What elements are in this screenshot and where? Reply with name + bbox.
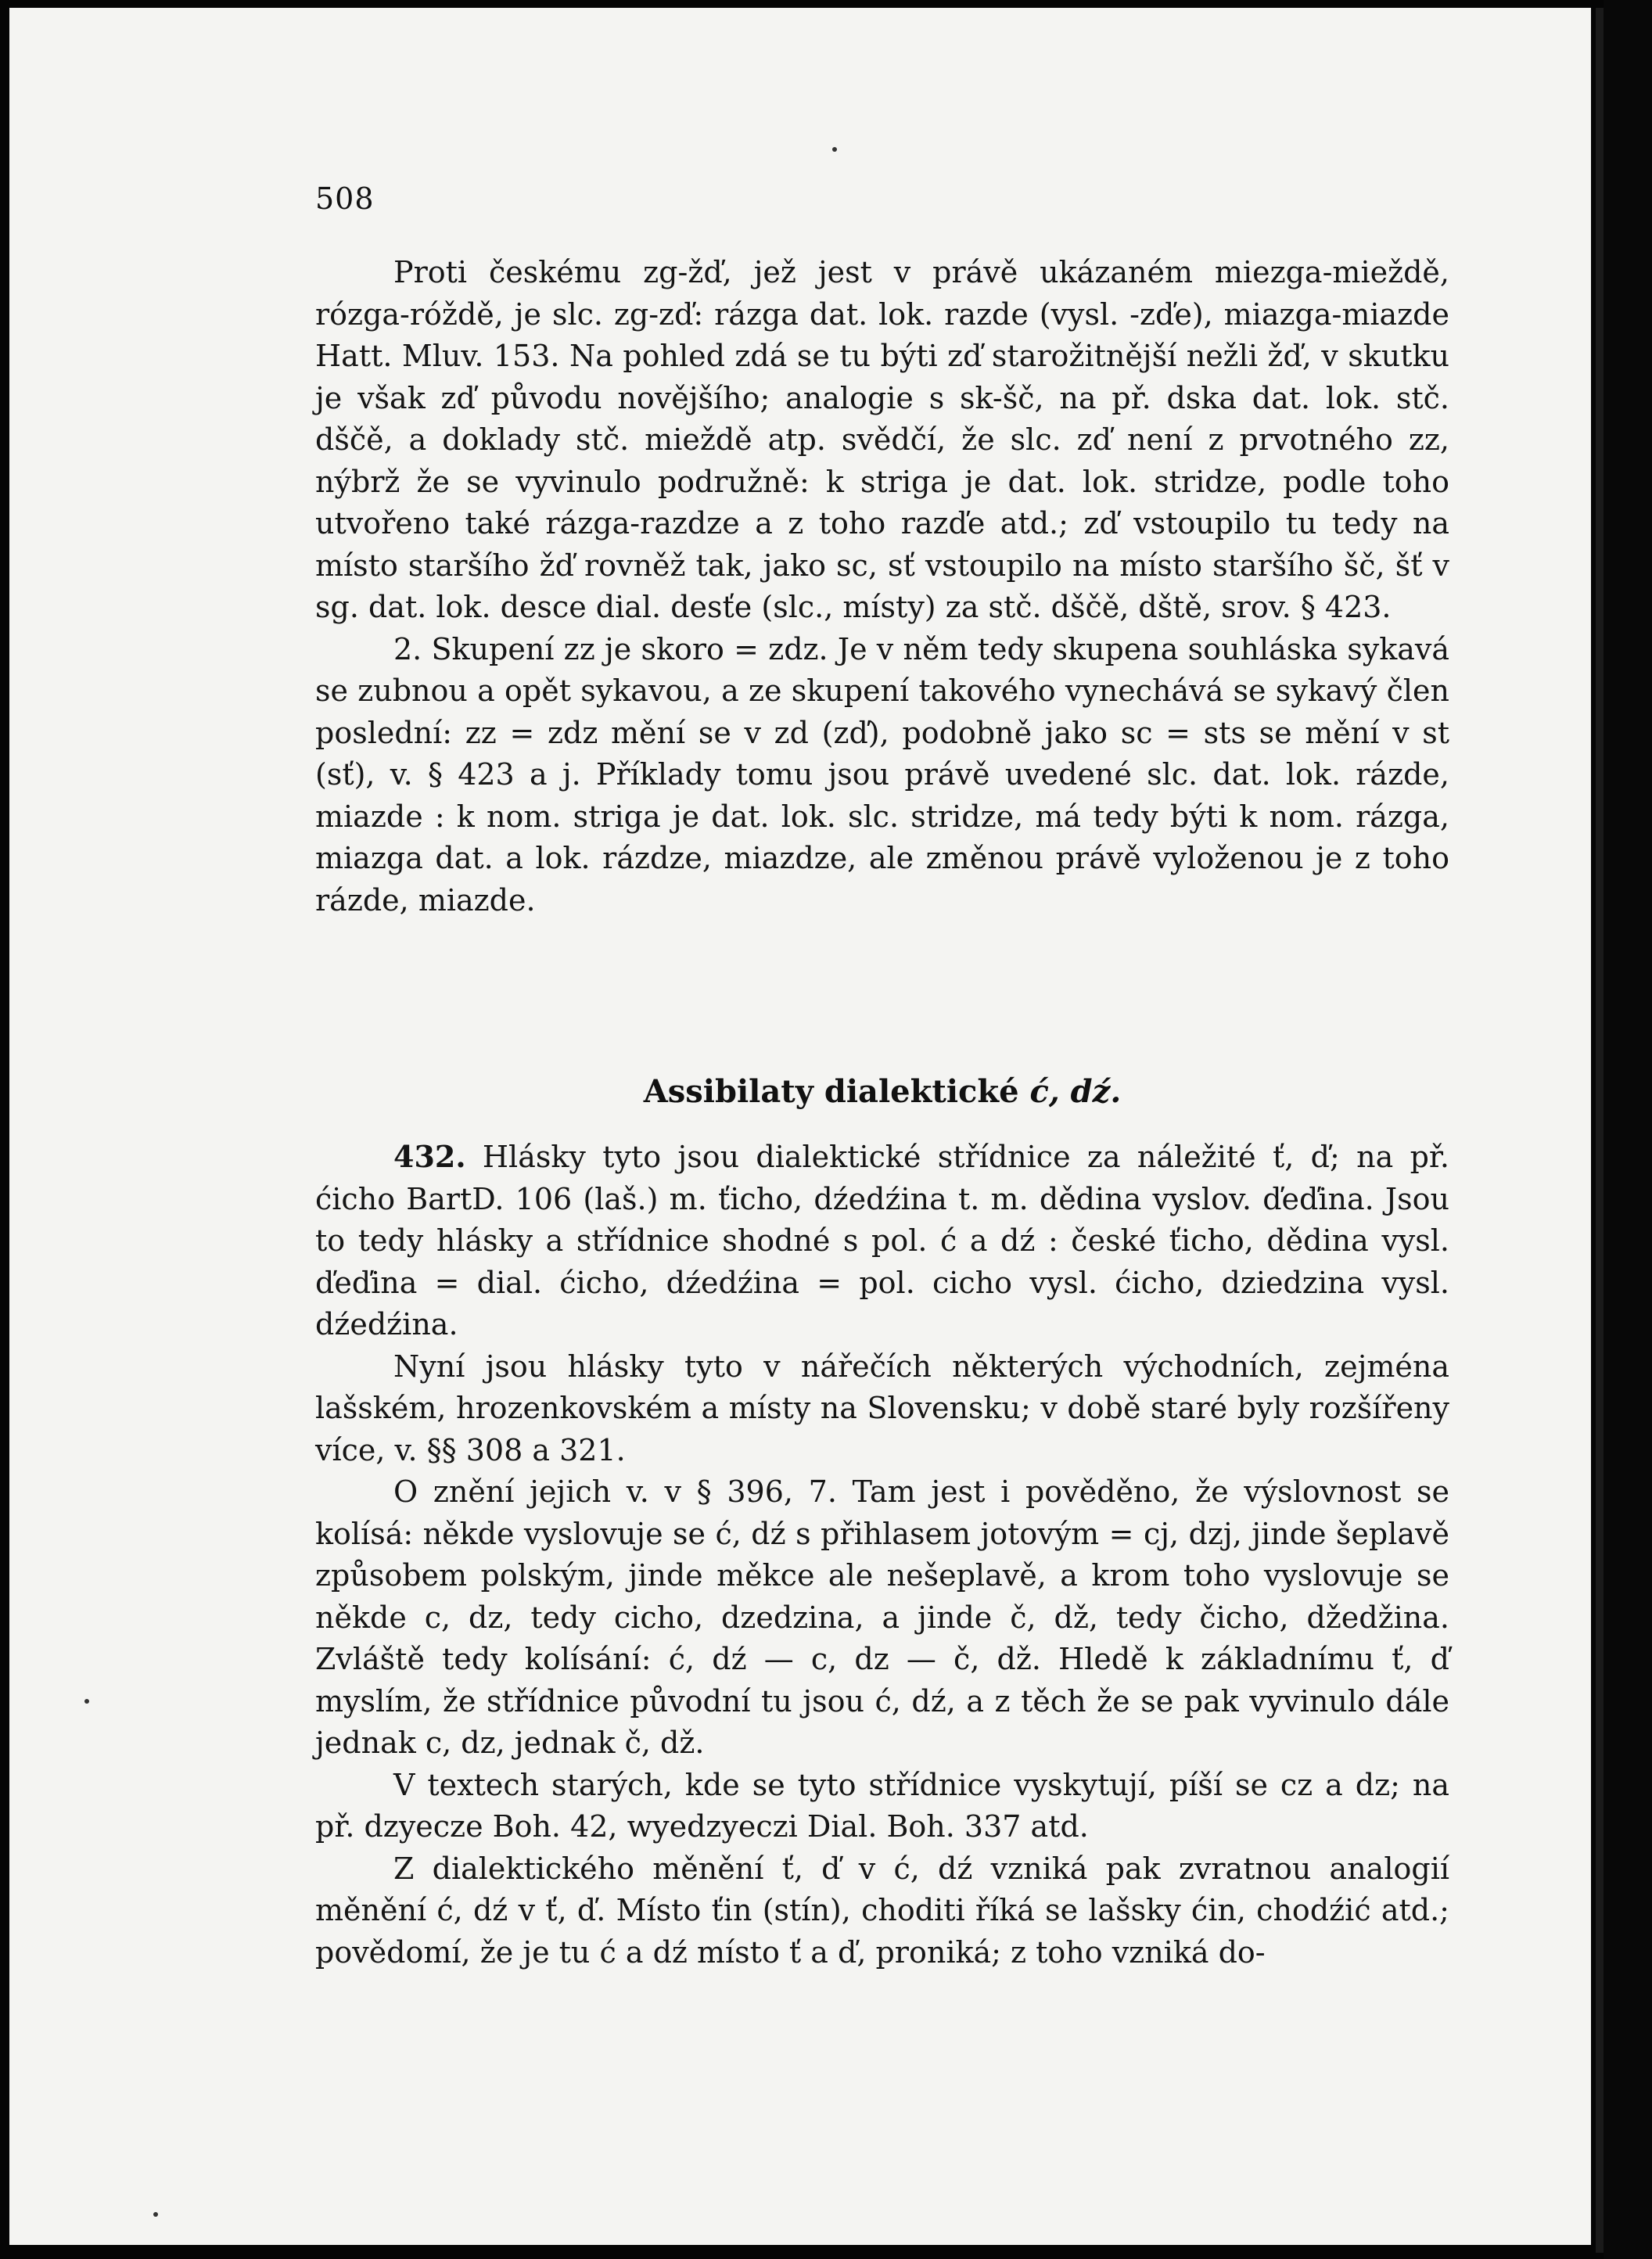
paragraph: V textech starých, kde se tyto střídnice vyskytují, píší se cz a dz; na př. dzyecze Boh. 42, wyedzyeczi Dial. Boh. 337 atd. xyxy=(315,1767,1449,1844)
paragraph: Proti českému zg-žď, jež jest v právě ukázaném miezga-mieždě, rózga-róždě, je slc. zg-zď: rázga dat. lok. razde (vysl. -zďe), miazga-miazde Hatt. Mluv. 153. Na pohled zdá se tu býti zď starožitnější nežli žď, v skutku je však zď původu novějšího; analogie s sk-šč, na př. dska dat. lok. stč. dščě, a doklady stč. mieždě atp. svědčí, že slc. zď není z prvotného zz, nýbrž že se vyvinulo podružně: k striga je dat. lok. stridze, podle toho utvořeno také rázga-razdze a z toho razďe atd.; zď vstoupilo tu tedy na místo staršího žď rovněž tak, jako sc, sť vstoupilo na místo staršího šč, šť v sg. dat. lok. desce dial. desťe (slc., místy) za stč. dščě, dště, srov. § 423. xyxy=(315,255,1449,624)
scan-speck xyxy=(84,1699,89,1704)
paragraph: O znění jejich v. v § 396, 7. Tam jest i pověděno, že výslovnost se kolísá: někde vyslovuje se ć, dź s přihlasem jotovým = cj, dzj, jinde šeplavě způsobem polským, jinde měkce ale nešeplavě, a krom toho vyslovuje se někde c, dz, tedy cicho, dzedzina, a jinde č, dž, tedy čicho, džedžina. Zvláště tedy kolísání: ć, dź — c, dz — č, dž. Hledě k základnímu ť, ď myslím, že střídnice původní tu jsou ć, dź, a z těch že se pak vyvinulo dále jednak c, dz, jednak č, dž. xyxy=(315,1474,1449,1760)
paragraph-number: 432. xyxy=(393,1139,466,1174)
paragraph: Z dialektického měnění ť, ď v ć, dź vzniká pak zvratnou analogií měnění ć, dź v ť, ď. Místo ťin (stín), choditi říká se lašsky ćin, chodźić atd.; povědomí, že je tu ć a dź místo ť a ď, proniká; z toho vzniká do- xyxy=(315,1851,1449,1970)
section-heading xyxy=(315,1073,1449,1110)
text-section-1 xyxy=(315,252,1449,921)
text-section-2 xyxy=(315,1136,1449,1973)
heading-text: Assibilaty dialektické xyxy=(643,1073,1019,1110)
page-number: 508 xyxy=(315,181,375,216)
paragraph xyxy=(315,1136,1449,1346)
page-edge-shadow xyxy=(1596,8,1604,2253)
paragraph: 2. Skupení zz je skoro = zdz. Je v něm tedy skupena souhláska sykavá se zubnou a opět sykavou, a ze skupení takového vynechává se sykavý člen poslední: zz = zdz mění se v zd (zď), podobně jako sc = sts se mění v st (sť), v. § 423 a j. Příklady tomu jsou právě uvedené slc. dat. lok. rázde, miazde : k nom. striga je dat. lok. slc. stridze, má tedy býti k nom. rázga, miazga dat. a lok. rázdze, miazdze, ale změnou právě vyloženou je z toho rázde, miazde. xyxy=(315,631,1449,918)
heading-symbols: ć, dź. xyxy=(1029,1073,1122,1110)
paragraph: Nyní jsou hlásky tyto v nářečích některých východních, zejména lašském, hrozenkovském a místy na Slovensku; v době staré byly rozšířeny více, v. §§ 308 a 321. xyxy=(315,1349,1449,1467)
scan-speck xyxy=(832,147,837,152)
paragraph-text: Hlásky tyto jsou dialektické střídnice za náležité ť, ď; na př. ćicho BartD. 106 (laš.) m. ťicho, dźedźina t. m. dědina vyslov. ďeďina. Jsou to tedy hlásky a střídnice shodné s pol. ć a dź : české ťicho, dědina vysl. ďeďina = dial. ćicho, dźedźina = pol. cicho vysl. ćicho, dziedzina vysl. dźedźina. xyxy=(315,1140,1449,1341)
scan-border xyxy=(1604,0,1652,2259)
scan-speck xyxy=(153,2212,158,2217)
